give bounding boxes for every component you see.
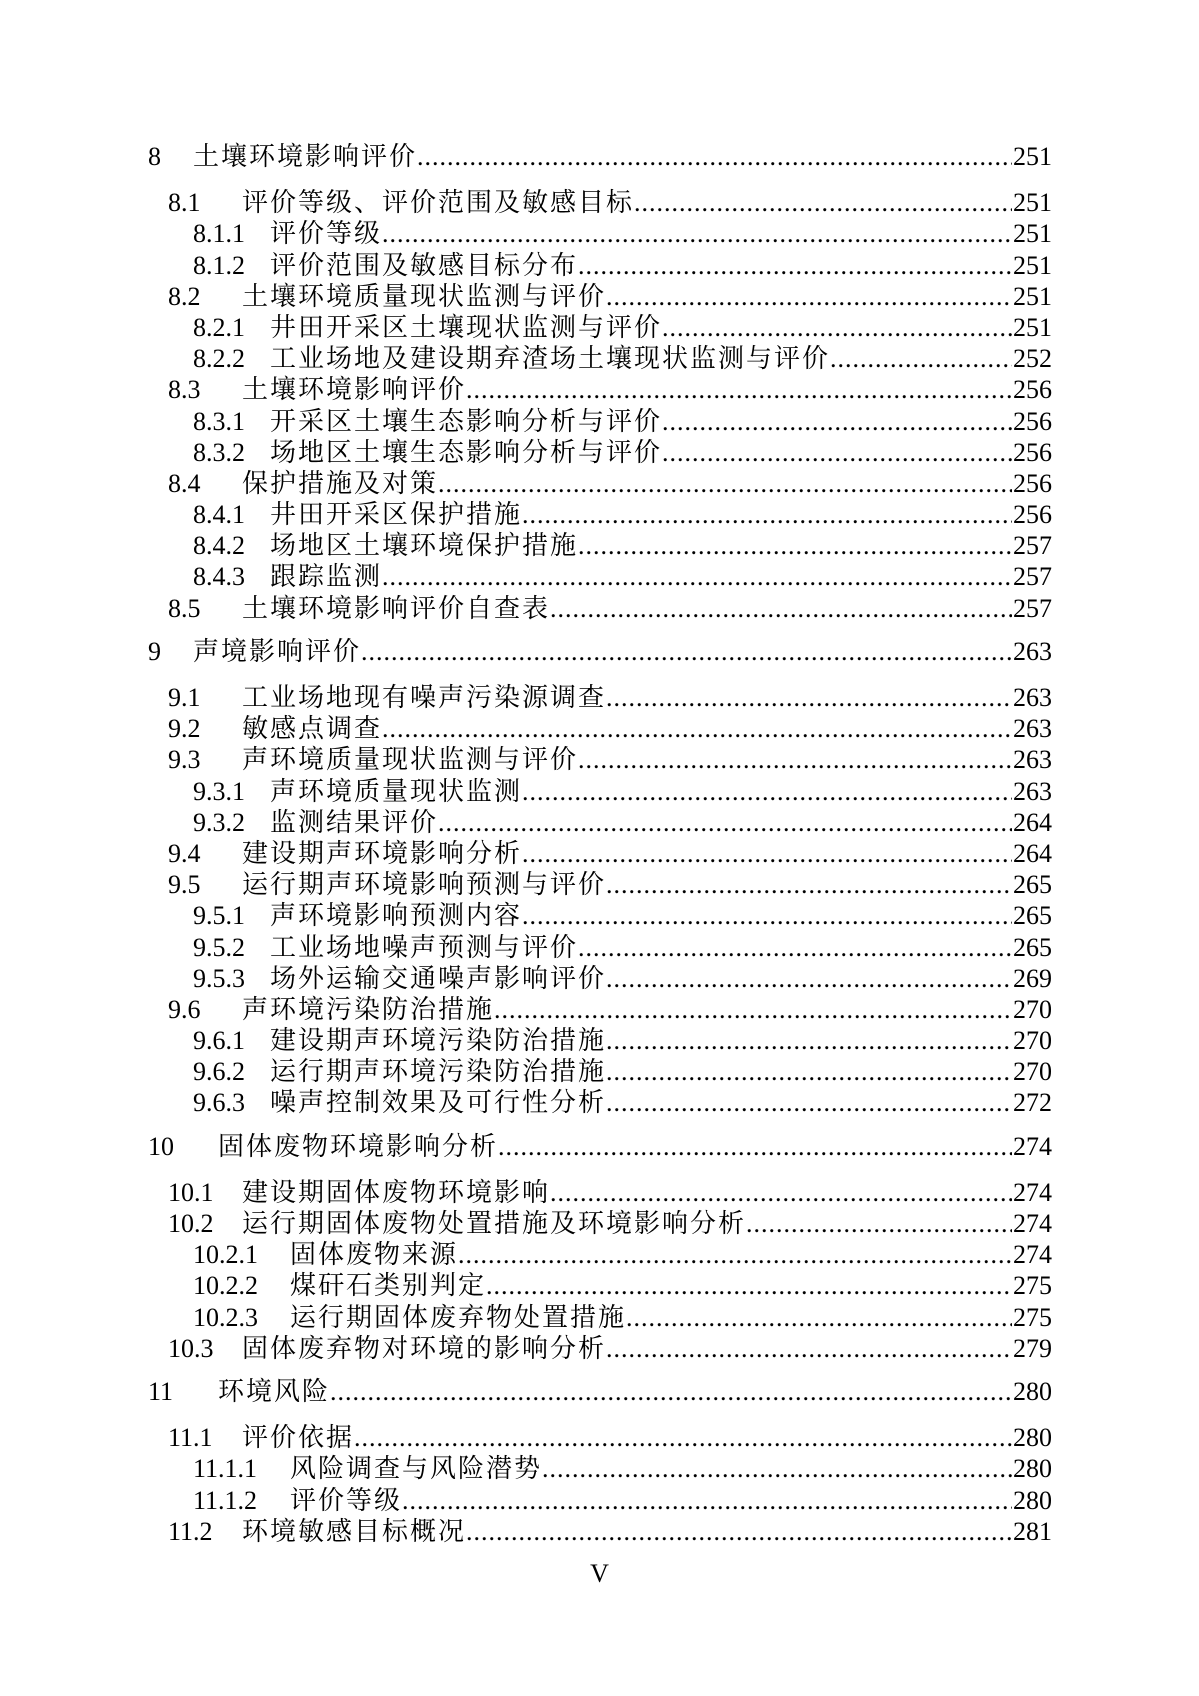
toc-entry-page: 251 [1013, 142, 1052, 171]
toc-entry [148, 963, 1052, 994]
toc-entry-page: 270 [1013, 1057, 1052, 1087]
toc-entry [148, 561, 1052, 592]
toc-entry-page: 279 [1013, 1333, 1052, 1363]
toc-dot-leader [578, 250, 1012, 281]
toc-dot-leader [606, 1025, 1012, 1056]
toc-dot-leader [662, 406, 1012, 437]
page-footer [0, 1558, 1199, 1589]
toc-entry-title: 保护措施及对策 [242, 468, 439, 498]
toc-entry-number: 9.1 [168, 683, 201, 712]
toc-entry-number: 11.2 [168, 1516, 213, 1546]
toc-dot-leader [382, 713, 1012, 744]
toc-entry-page: 280 [1013, 1485, 1052, 1515]
toc-entry-title: 评价等级 [270, 219, 383, 249]
toc-dot-leader [438, 468, 1012, 499]
toc-entry [148, 838, 1052, 869]
toc-entry-title: 土壤环境质量现状监测与评价 [242, 281, 607, 311]
toc-entry-number: 8.4.3 [193, 562, 245, 592]
toc-entry-title: 场地区土壤生态影响分析与评价 [270, 437, 663, 467]
toc-entry-page: 251 [1013, 188, 1052, 218]
toc-entry-page: 275 [1013, 1302, 1052, 1332]
toc-entry-page: 265 [1013, 870, 1052, 900]
toc-entry-number: 9.2 [168, 714, 201, 744]
toc-entry-title: 工业场地现有噪声污染源调查 [242, 683, 607, 712]
toc-entry [148, 218, 1052, 249]
toc-dot-leader [606, 281, 1012, 312]
toc-entry [148, 1239, 1052, 1270]
toc-entry-title: 运行期声环境污染防治措施 [270, 1057, 607, 1087]
toc-dot-leader [606, 869, 1012, 900]
toc-entry-number: 8.3 [168, 375, 201, 405]
toc-entry-title: 煤矸石类别判定 [290, 1271, 487, 1301]
toc-entry-page: 274 [1013, 1131, 1052, 1161]
toc-entry-number: 8.2.2 [193, 344, 245, 374]
toc-entry-title: 评价等级、评价范围及敏感目标 [242, 188, 635, 218]
toc-dot-leader [606, 1087, 1012, 1118]
toc-dot-leader [662, 312, 1012, 343]
toc-entry [148, 250, 1052, 281]
toc-entry-number: 8.2 [168, 281, 201, 311]
toc-entry-number: 9.6.1 [193, 1026, 245, 1056]
toc-entry-number: 9.3 [168, 745, 201, 775]
toc-entry [148, 437, 1052, 468]
toc-entry-title: 运行期固体废弃物处置措施 [290, 1302, 627, 1332]
toc-entry-page: 263 [1013, 636, 1052, 666]
toc-dot-leader [382, 218, 1012, 249]
toc-entry-page: 270 [1013, 994, 1052, 1024]
toc-entry-page: 263 [1013, 745, 1052, 775]
toc-entry-number: 11.1.2 [193, 1485, 258, 1515]
toc-entry-number: 8.1.2 [193, 250, 245, 280]
toc-dot-leader [417, 141, 1012, 172]
toc-entry-number: 10.2.1 [193, 1240, 258, 1270]
toc-entry [148, 1056, 1052, 1087]
toc-dot-leader [466, 374, 1012, 405]
toc-entry [148, 468, 1052, 499]
toc-entry [148, 499, 1052, 530]
toc-entry-number: 10.1 [168, 1177, 214, 1207]
toc-entry-title: 井田开采区保护措施 [270, 500, 523, 530]
toc-dot-leader [494, 994, 1012, 1025]
toc-entry-title: 跟踪监测 [270, 562, 383, 592]
toc-entry-page: 269 [1013, 963, 1052, 993]
toc-entry [148, 1302, 1052, 1333]
toc-entry-page: 280 [1013, 1423, 1052, 1453]
toc-entry-title: 固体废物来源 [290, 1240, 459, 1270]
toc-entry [148, 374, 1052, 405]
toc-entry-title: 评价等级 [290, 1485, 403, 1515]
toc-entry [148, 141, 1052, 172]
toc-entry-page: 251 [1013, 312, 1052, 342]
toc-entry-page: 257 [1013, 562, 1052, 592]
toc-entry-title: 噪声控制效果及可行性分析 [270, 1088, 607, 1118]
toc-entry-number: 11 [148, 1376, 174, 1406]
toc-entry-page: 265 [1013, 932, 1052, 962]
toc-entry-page: 264 [1013, 838, 1052, 868]
toc-entry-page: 256 [1013, 406, 1052, 436]
toc-entry-page: 257 [1013, 593, 1052, 623]
toc-dot-leader [402, 1485, 1012, 1516]
toc-entry-page: 251 [1013, 219, 1052, 249]
toc-dot-leader [458, 1239, 1012, 1270]
toc-dot-leader [606, 682, 1012, 713]
toc-entry-number: 8.4.2 [193, 531, 245, 561]
toc-entry-title: 场外运输交通噪声影响评价 [270, 963, 607, 993]
toc-entry [148, 900, 1052, 931]
toc-entry-number: 8 [148, 142, 161, 171]
toc-entry [148, 1422, 1052, 1453]
toc-entry-title: 评价范围及敏感目标分布 [270, 250, 579, 280]
toc-entry-number: 9.6.3 [193, 1088, 245, 1118]
toc-entry [148, 343, 1052, 374]
toc-entry-page: 251 [1013, 281, 1052, 311]
toc-dot-leader [550, 1177, 1012, 1208]
toc-entry [148, 869, 1052, 900]
toc-entry [148, 776, 1052, 807]
toc-entry-page: 263 [1013, 683, 1052, 712]
toc-entry-number: 8.1.1 [193, 219, 245, 249]
toc-entry-number: 10.2.3 [193, 1302, 258, 1332]
toc-entry-number: 8.4.1 [193, 500, 245, 530]
toc-dot-leader [382, 561, 1012, 592]
toc-entry-page: 256 [1013, 468, 1052, 498]
toc-dot-leader [330, 1376, 1012, 1407]
toc-entry-number: 10.2.2 [193, 1271, 258, 1301]
toc-entry-number: 9.6.2 [193, 1057, 245, 1087]
toc-entry-title: 声境影响评价 [193, 636, 362, 666]
toc-dot-leader [634, 187, 1012, 218]
toc-entry [148, 406, 1052, 437]
toc-entry-page: 251 [1013, 250, 1052, 280]
toc-dot-leader [542, 1453, 1012, 1484]
toc-entry [148, 281, 1052, 312]
table-of-contents [148, 0, 1052, 1547]
toc-dot-leader [746, 1208, 1012, 1239]
toc-entry-page: 275 [1013, 1271, 1052, 1301]
toc-entry [148, 1025, 1052, 1056]
toc-dot-leader [606, 1056, 1012, 1087]
toc-entry [148, 1485, 1052, 1516]
toc-dot-leader [578, 932, 1012, 963]
toc-entry-page: 264 [1013, 807, 1052, 837]
toc-dot-leader [550, 593, 1012, 624]
toc-entry-page: 280 [1013, 1376, 1052, 1406]
toc-entry-title: 运行期声环境影响预测与评价 [242, 870, 607, 900]
toc-entry-page: 265 [1013, 901, 1052, 931]
toc-entry-page: 257 [1013, 531, 1052, 561]
toc-entry-number: 9 [148, 636, 161, 666]
toc-entry-number: 11.1.1 [193, 1454, 258, 1484]
toc-dot-leader [522, 838, 1012, 869]
toc-entry [148, 1376, 1052, 1407]
toc-dot-leader [578, 530, 1012, 561]
toc-entry [148, 713, 1052, 744]
toc-entry-page: 256 [1013, 375, 1052, 405]
toc-dot-leader [361, 636, 1012, 667]
toc-dot-leader [498, 1131, 1012, 1162]
toc-entry-title: 固体废弃物对环境的影响分析 [242, 1333, 607, 1363]
toc-entry-title: 评价依据 [242, 1423, 355, 1453]
toc-entry-title: 固体废物环境影响分析 [218, 1131, 499, 1161]
toc-dot-leader [522, 776, 1012, 807]
toc-dot-leader [830, 343, 1012, 374]
toc-entry [148, 1516, 1052, 1547]
toc-entry [148, 530, 1052, 561]
toc-entry [148, 1131, 1052, 1162]
toc-dot-leader [522, 499, 1012, 530]
toc-entry-page: 280 [1013, 1454, 1052, 1484]
toc-entry-title: 建设期声环境影响分析 [242, 838, 523, 868]
toc-dot-leader [662, 437, 1012, 468]
toc-entry-page: 274 [1013, 1209, 1052, 1238]
toc-entry-title: 工业场地及建设期弃渣场土壤现状监测与评价 [270, 344, 831, 374]
toc-entry-title: 建设期声环境污染防治措施 [270, 1026, 607, 1056]
toc-entry-page: 281 [1013, 1516, 1052, 1546]
toc-entry-number: 10 [148, 1131, 174, 1161]
toc-entry-page: 272 [1013, 1088, 1052, 1118]
toc-entry-number: 9.5.3 [193, 963, 245, 993]
toc-entry-number: 9.5 [168, 870, 201, 900]
toc-entry-page: 274 [1013, 1240, 1052, 1270]
toc-entry-number: 9.5.2 [193, 932, 245, 962]
toc-entry-number: 8.2.1 [193, 312, 245, 342]
toc-entry-number: 8.1 [168, 188, 201, 218]
toc-entry-number: 10.2 [168, 1209, 214, 1238]
toc-entry-title: 工业场地噪声预测与评价 [270, 932, 579, 962]
toc-dot-leader [466, 1516, 1012, 1547]
toc-dot-leader [354, 1422, 1012, 1453]
toc-entry-title: 井田开采区土壤现状监测与评价 [270, 312, 663, 342]
toc-entry-title: 土壤环境影响评价自查表 [242, 593, 551, 623]
toc-entry-number: 9.3.1 [193, 776, 245, 806]
toc-dot-leader [486, 1270, 1012, 1301]
toc-entry-number: 9.6 [168, 994, 201, 1024]
toc-entry-title: 声环境污染防治措施 [242, 994, 495, 1024]
toc-entry [148, 994, 1052, 1025]
toc-dot-leader [626, 1302, 1012, 1333]
toc-entry-title: 敏感点调查 [242, 714, 383, 744]
toc-dot-leader [522, 900, 1012, 931]
toc-entry-title: 运行期固体废物处置措施及环境影响分析 [242, 1209, 747, 1238]
toc-entry-number: 9.5.1 [193, 901, 245, 931]
toc-entry-page: 263 [1013, 714, 1052, 744]
toc-entry-page: 263 [1013, 776, 1052, 806]
toc-entry [148, 807, 1052, 838]
toc-entry [148, 1177, 1052, 1208]
toc-entry-title: 场地区土壤环境保护措施 [270, 531, 579, 561]
toc-entry [148, 1333, 1052, 1364]
toc-entry-title: 环境风险 [218, 1376, 331, 1406]
toc-entry-page: 256 [1013, 500, 1052, 530]
toc-dot-leader [438, 807, 1012, 838]
toc-entry-page: 256 [1013, 437, 1052, 467]
toc-entry [148, 744, 1052, 775]
toc-dot-leader [578, 744, 1012, 775]
toc-entry-number: 8.3.2 [193, 437, 245, 467]
toc-entry-title: 建设期固体废物环境影响 [242, 1177, 551, 1207]
toc-entry-number: 9.4 [168, 838, 201, 868]
page-number-label: V [590, 1559, 609, 1588]
toc-entry [148, 1208, 1052, 1239]
toc-entry-number: 11.1 [168, 1423, 213, 1453]
toc-entry-page: 274 [1013, 1177, 1052, 1207]
toc-entry [148, 1270, 1052, 1301]
toc-entry [148, 932, 1052, 963]
toc-entry [148, 1453, 1052, 1484]
toc-entry-page: 252 [1013, 344, 1052, 374]
toc-entry [148, 636, 1052, 667]
toc-dot-leader [606, 963, 1012, 994]
toc-entry-number: 8.5 [168, 593, 201, 623]
toc-entry-number: 10.3 [168, 1333, 214, 1363]
toc-entry-title: 环境敏感目标概况 [242, 1516, 467, 1546]
toc-entry-title: 声环境质量现状监测 [270, 776, 523, 806]
toc-entry-title: 土壤环境影响评价 [193, 142, 418, 171]
toc-entry-number: 9.3.2 [193, 807, 245, 837]
toc-entry [148, 593, 1052, 624]
toc-entry-page: 270 [1013, 1026, 1052, 1056]
toc-entry [148, 682, 1052, 713]
toc-entry-title: 风险调查与风险潜势 [290, 1454, 543, 1484]
toc-entry-number: 8.3.1 [193, 406, 245, 436]
toc-entry [148, 1087, 1052, 1118]
toc-entry-title: 监测结果评价 [270, 807, 439, 837]
toc-entry [148, 312, 1052, 343]
toc-entry [148, 187, 1052, 218]
toc-entry-number: 8.4 [168, 468, 201, 498]
toc-entry-title: 声环境影响预测内容 [270, 901, 523, 931]
toc-entry-title: 土壤环境影响评价 [242, 375, 467, 405]
toc-entry-title: 开采区土壤生态影响分析与评价 [270, 406, 663, 436]
toc-dot-leader [606, 1333, 1012, 1364]
toc-entry-title: 声环境质量现状监测与评价 [242, 745, 579, 775]
